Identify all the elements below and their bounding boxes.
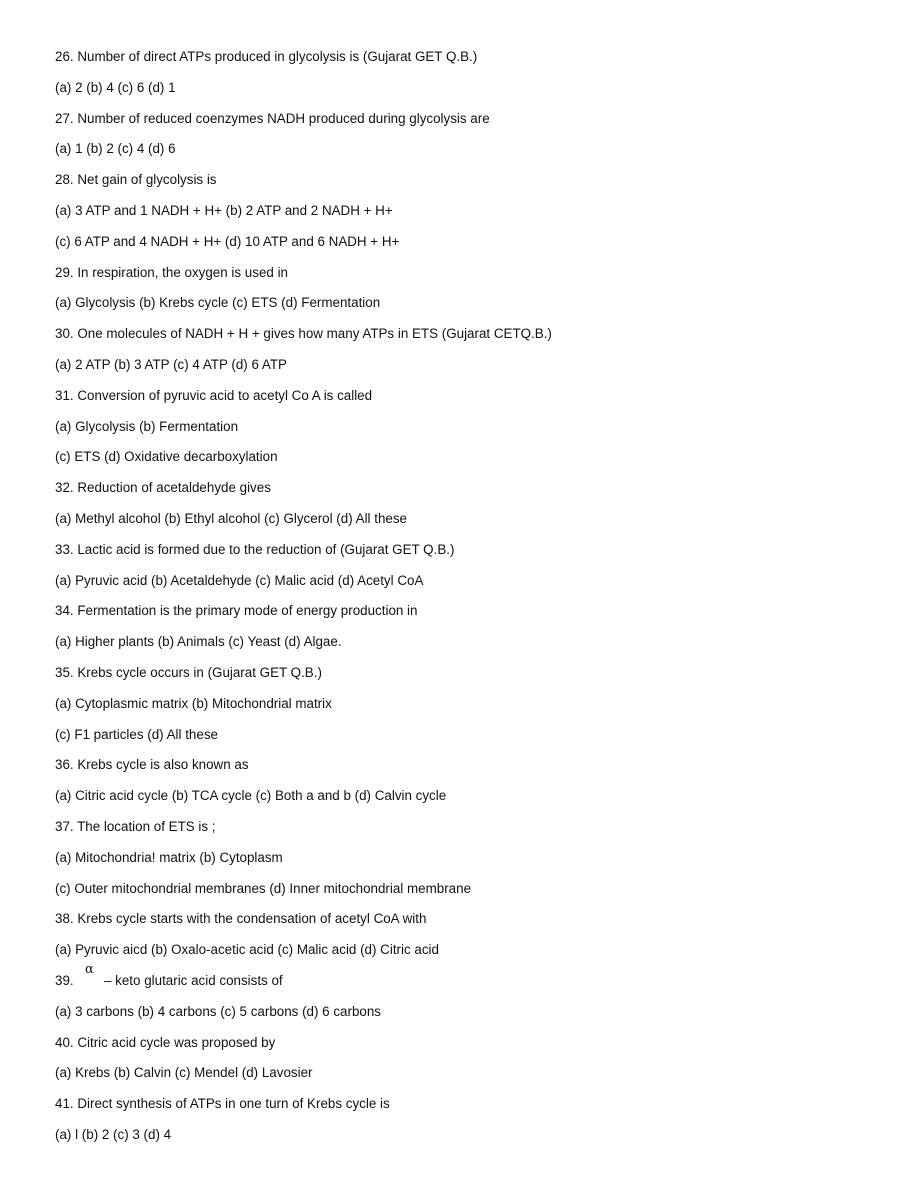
q28-text: 28. Net gain of glycolysis is [55,172,217,188]
q40-text: 40. Citric acid cycle was proposed by [55,1034,276,1050]
q33-text: 33. Lactic acid is formed due to the reduction of (Gujarat GET Q.B.) [55,541,455,557]
q31-text: 31. Conversion of pyruvic acid to acetyl Co A is called [55,387,373,403]
q40-options: (a) Krebs (b) Calvin (c) Mendel (d) Lavosier [55,1065,313,1081]
q31-options-ab: (a) Glycolysis (b) Fermentation [55,418,239,434]
q36-text: 36. Krebs cycle is also known as [55,757,249,773]
q35-text: 35. Krebs cycle occurs in (Gujarat GET Q.B.) [55,664,322,680]
q29-options: (a) Glycolysis (b) Krebs cycle (c) ETS (d) Fermentation [55,295,381,311]
q31-options-cd: (c) ETS (d) Oxidative decarboxylation [55,449,278,465]
q27-text: 27. Number of reduced coenzymes NADH produced during glycolysis are [55,110,490,126]
question-page [55,46,875,1155]
q38-options: (a) Pyruvic aicd (b) Oxalo-acetic acid (c) Malic acid (d) Citric acid [55,942,439,958]
q26-text: 26. Number of direct ATPs produced in glycolysis is (Gujarat GET Q.B.) [55,49,478,64]
alpha-symbol: α [85,961,94,977]
q29-text: 29. In respiration, the oxygen is used in [55,264,288,280]
q30-text: 30. One molecules of NADH + H + gives how many ATPs in ETS (Gujarat CETQ.B.) [55,326,552,342]
q32-text: 32. Reduction of acetaldehyde gives [55,480,271,496]
q36-options: (a) Citric acid cycle (b) TCA cycle (c) Both a and b (d) Calvin cycle [55,788,447,804]
q30-options: (a) 2 ATP (b) 3 ATP (c) 4 ATP (d) 6 ATP [55,356,287,372]
q34-text: 34. Fermentation is the primary mode of energy production in [55,603,418,619]
q35-options-cd: (c) F1 particles (d) All these [55,726,218,742]
q41-text: 41. Direct synthesis of ATPs in one turn of Krebs cycle is [55,1096,390,1112]
q39-number: 39. [55,972,74,988]
q37-options-cd: (c) Outer mitochondrial membranes (d) Inner mitochondrial membrane [55,880,472,896]
q28-options-ab: (a) 3 ATP and 1 NADH + H+ (b) 2 ATP and 2 NADH + H+ [55,202,393,218]
q28-options-cd: (c) 6 ATP and 4 NADH + H+ (d) 10 ATP and 6 NADH + H+ [55,233,400,249]
q38-text: 38. Krebs cycle starts with the condensation of acetyl CoA with [55,911,427,927]
q34-options: (a) Higher plants (b) Animals (c) Yeast (d) Algae. [55,634,342,650]
q32-options: (a) Methyl alcohol (b) Ethyl alcohol (c) Glycerol (d) All these [55,510,408,526]
q39-question: – keto glutaric acid consists of [104,972,283,988]
q37-text: 37. The location of ETS is ; [55,818,216,834]
q41-options: (a) l (b) 2 (c) 3 (d) 4 [55,1126,172,1142]
q26-options: (a) 2 (b) 4 (c) 6 (d) 1 [55,79,176,95]
q35-options-ab: (a) Cytoplasmic matrix (b) Mitochondrial matrix [55,695,332,711]
q33-options: (a) Pyruvic acid (b) Acetaldehyde (c) Malic acid (d) Acetyl CoA [55,572,424,588]
q39-options: (a) 3 carbons (b) 4 carbons (c) 5 carbons (d) 6 carbons [55,1003,381,1019]
q27-options: (a) 1 (b) 2 (c) 4 (d) 6 [55,141,176,157]
q37-options-ab: (a) Mitochondria! matrix (b) Cytoplasm [55,849,283,865]
q39-text [55,961,875,1001]
